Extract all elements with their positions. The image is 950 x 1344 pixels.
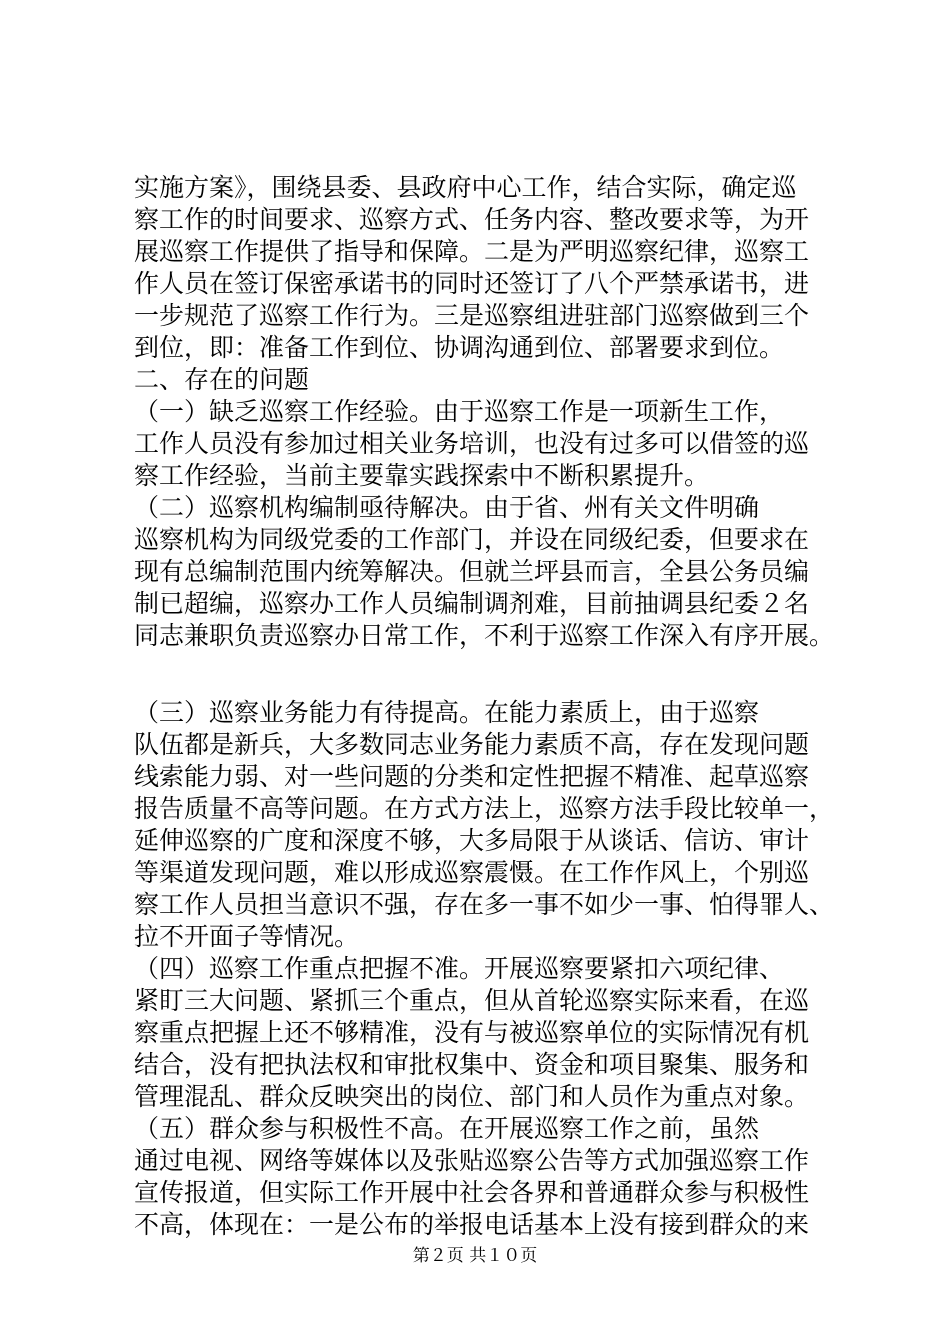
text-line: 作人员在签订保密承诺书的同时还签订了八个严禁承诺书，进 [134,269,810,298]
text-line: 延伸巡察的广度和深度不够，大多局限于从谈话、信访、审计 [134,826,810,855]
text-line: （二）巡察机构编制亟待解决。由于省、州有关文件明确 [134,493,760,522]
text-line: 等渠道发现问题，难以形成巡察震慑。在工作作风上，个别巡 [134,858,810,887]
text-line: 同志兼职负责巡察办日常工作，不利于巡察工作深入有序开展。 [134,621,835,650]
text-line: 巡察机构为同级党委的工作部门，并设在同级纪委，但要求在 [134,525,810,554]
text-line: （四）巡察工作重点把握不准。开展巡察要紧扣六项纪律、 [134,954,785,983]
text-line: 通过电视、网络等媒体以及张贴巡察公告等方式加强巡察工作 [134,1146,810,1175]
text-line: 拉不开面子等情况。 [134,922,360,951]
text-line: 不高，体现在：一是公布的举报电话基本上没有接到群众的来 [134,1210,810,1239]
text-line: 察重点把握上还不够精准，没有与被巡察单位的实际情况有机 [134,1018,810,1047]
text-line: 二、存在的问题 [134,365,310,394]
text-line: 到位，即：准备工作到位、协调沟通到位、部署要求到位。 [134,333,785,362]
text-line: （三）巡察业务能力有待提高。在能力素质上，由于巡察 [134,698,760,727]
text-line: 报告质量不高等问题。在方式方法上，巡察方法手段比较单一， [134,794,835,823]
text-line: （五）群众参与积极性不高。在开展巡察工作之前，虽然 [134,1114,760,1143]
text-line: 察工作人员担当意识不强，存在多一事不如少一事、怕得罪人、 [134,890,835,919]
paragraph-gap [134,652,834,697]
text-line: 实施方案》，围绕县委、县政府中心工作，结合实际，确定巡 [134,173,797,202]
text-line: 宣传报道，但实际工作开展中社会各界和普通群众参与积极性 [134,1178,810,1207]
text-line: 线索能力弱、对一些问题的分类和定性把握不精准、起草巡察 [134,762,810,791]
page-footer: 第２页 共１０页 [412,1246,538,1266]
text-line: 制已超编，巡察办工作人员编制调剂难，目前抽调县纪委２名 [134,589,810,618]
text-line: 紧盯三大问题、紧抓三个重点，但从首轮巡察实际来看，在巡 [134,986,810,1015]
text-line: 工作人员没有参加过相关业务培训，也没有过多可以借签的巡 [134,429,810,458]
text-line: 察工作的时间要求、巡察方式、任务内容、整改要求等，为开 [134,205,810,234]
text-line: 队伍都是新兵，大多数同志业务能力素质不高，存在发现问题 [134,730,810,759]
paragraph-block-bottom [134,697,834,1241]
text-line: 察工作经验，当前主要靠实践探索中不断积累提升。 [134,461,710,490]
text-line: 一步规范了巡察工作行为。三是巡察组进驻部门巡察做到三个 [134,301,810,330]
text-line: 结合，没有把执法权和审批权集中、资金和项目聚集、服务和 [134,1050,810,1079]
document-body [134,172,834,1241]
paragraph-block-top [134,172,834,652]
text-line: 现有总编制范围内统筹解决。但就兰坪县而言，全县公务员编 [134,557,810,586]
text-line: （一）缺乏巡察工作经验。由于巡察工作是一项新生工作， [134,397,785,426]
text-line: 展巡察工作提供了指导和保障。二是为严明巡察纪律，巡察工 [134,237,810,266]
text-line: 管理混乱、群众反映突出的岗位、部门和人员作为重点对象。 [134,1082,810,1111]
